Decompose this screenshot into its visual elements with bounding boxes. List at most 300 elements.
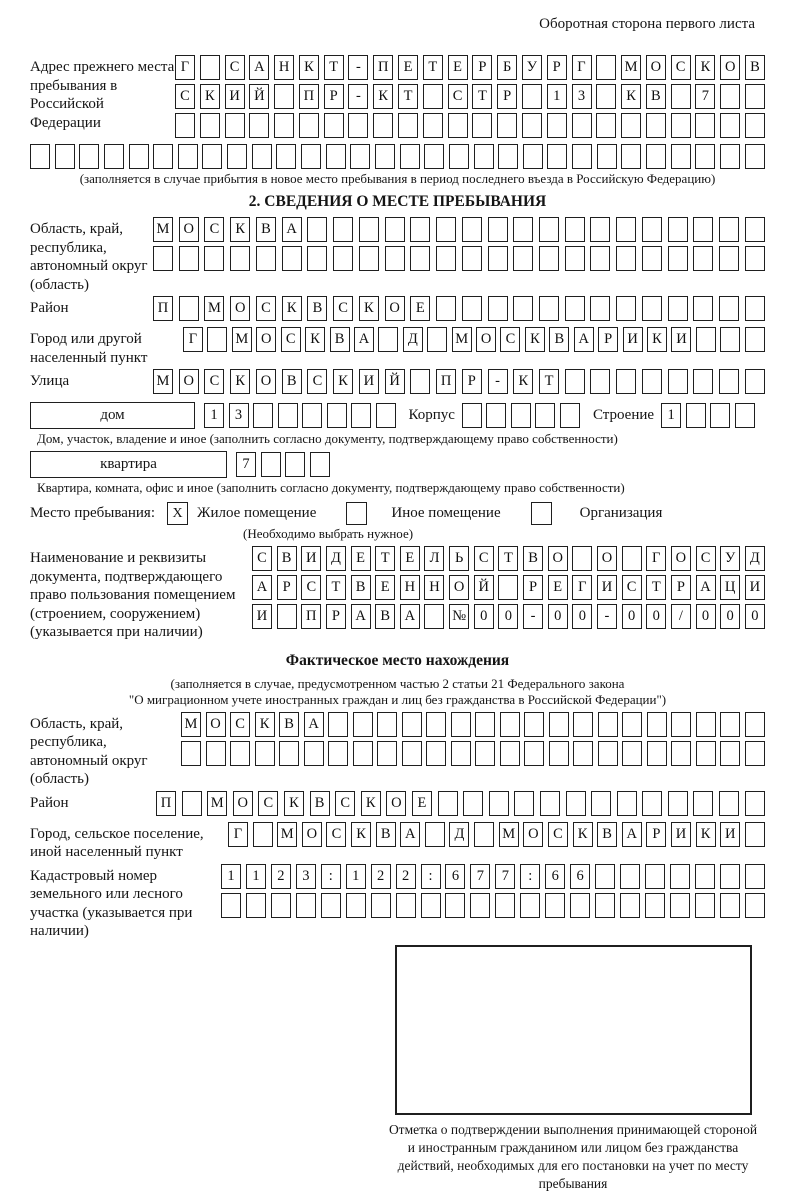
char-cell[interactable]: К xyxy=(621,84,641,109)
char-cell[interactable] xyxy=(566,791,586,816)
char-cell[interactable]: В xyxy=(523,546,543,571)
char-cell[interactable] xyxy=(735,403,755,428)
char-cell[interactable] xyxy=(179,246,199,271)
char-cell[interactable] xyxy=(230,741,250,766)
char-cell[interactable]: Р xyxy=(472,55,492,80)
char-cell[interactable] xyxy=(720,864,740,889)
char-cell[interactable]: - xyxy=(348,84,368,109)
char-cell[interactable]: И xyxy=(252,604,272,629)
char-cell[interactable]: 0 xyxy=(646,604,666,629)
char-cell[interactable] xyxy=(693,791,713,816)
char-cell[interactable] xyxy=(371,893,391,918)
char-cell[interactable]: Г xyxy=(228,822,248,847)
char-cell[interactable] xyxy=(720,84,740,109)
char-cell[interactable] xyxy=(463,791,483,816)
char-cell[interactable]: С xyxy=(225,55,245,80)
char-cell[interactable] xyxy=(720,113,740,138)
char-cell[interactable] xyxy=(696,327,716,352)
char-cell[interactable]: 2 xyxy=(371,864,391,889)
char-cell[interactable] xyxy=(647,712,667,737)
char-cell[interactable] xyxy=(572,546,592,571)
char-cell[interactable] xyxy=(513,217,533,242)
char-cell[interactable]: 2 xyxy=(271,864,291,889)
char-cell[interactable] xyxy=(129,144,149,169)
char-cell[interactable]: В xyxy=(277,546,297,571)
char-cell[interactable]: О xyxy=(548,546,568,571)
char-cell[interactable] xyxy=(253,822,273,847)
char-cell[interactable] xyxy=(616,369,636,394)
char-cell[interactable] xyxy=(695,144,715,169)
char-cell[interactable]: М xyxy=(452,327,472,352)
char-cell[interactable] xyxy=(745,741,765,766)
char-cell[interactable]: И xyxy=(671,822,691,847)
char-cell[interactable] xyxy=(445,893,465,918)
char-cell[interactable] xyxy=(591,791,611,816)
char-cell[interactable] xyxy=(565,246,585,271)
char-cell[interactable]: Н xyxy=(400,575,420,600)
char-cell[interactable] xyxy=(246,893,266,918)
char-cell[interactable]: Т xyxy=(539,369,559,394)
char-cell[interactable] xyxy=(175,113,195,138)
char-cell[interactable] xyxy=(671,712,691,737)
char-cell[interactable] xyxy=(307,217,327,242)
char-cell[interactable]: С xyxy=(204,369,224,394)
char-cell[interactable]: С xyxy=(301,575,321,600)
char-cell[interactable]: А xyxy=(400,822,420,847)
char-cell[interactable]: 1 xyxy=(204,403,224,428)
char-cell[interactable] xyxy=(513,296,533,321)
char-cell[interactable]: Й xyxy=(385,369,405,394)
char-cell[interactable]: П xyxy=(373,55,393,80)
char-cell[interactable] xyxy=(375,144,395,169)
char-cell[interactable] xyxy=(421,893,441,918)
char-cell[interactable]: О xyxy=(449,575,469,600)
char-cell[interactable] xyxy=(572,113,592,138)
char-cell[interactable] xyxy=(271,893,291,918)
char-cell[interactable] xyxy=(353,712,373,737)
char-cell[interactable] xyxy=(668,246,688,271)
char-cell[interactable] xyxy=(470,893,490,918)
char-cell[interactable] xyxy=(436,246,456,271)
char-cell[interactable]: Н xyxy=(274,55,294,80)
char-cell[interactable] xyxy=(616,296,636,321)
char-cell[interactable]: А xyxy=(400,604,420,629)
char-cell[interactable]: А xyxy=(249,55,269,80)
char-cell[interactable] xyxy=(79,144,99,169)
char-cell[interactable] xyxy=(560,403,580,428)
char-cell[interactable] xyxy=(472,113,492,138)
char-cell[interactable]: 1 xyxy=(346,864,366,889)
char-cell[interactable]: 0 xyxy=(745,604,765,629)
char-cell[interactable] xyxy=(302,403,322,428)
char-cell[interactable] xyxy=(745,246,765,271)
char-cell[interactable]: О xyxy=(302,822,322,847)
char-cell[interactable]: С xyxy=(671,55,691,80)
char-cell[interactable]: К xyxy=(525,327,545,352)
char-cell[interactable] xyxy=(427,327,447,352)
char-cell[interactable] xyxy=(622,712,642,737)
char-cell[interactable] xyxy=(642,369,662,394)
char-cell[interactable]: М xyxy=(232,327,252,352)
char-cell[interactable] xyxy=(500,741,520,766)
char-cell[interactable] xyxy=(498,575,518,600)
char-cell[interactable]: С xyxy=(335,791,355,816)
char-cell[interactable]: У xyxy=(720,546,740,571)
char-cell[interactable] xyxy=(178,144,198,169)
char-cell[interactable] xyxy=(549,712,569,737)
char-cell[interactable] xyxy=(489,791,509,816)
char-cell[interactable]: И xyxy=(597,575,617,600)
char-cell[interactable]: К xyxy=(373,84,393,109)
char-cell[interactable]: В xyxy=(375,604,395,629)
char-cell[interactable]: К xyxy=(299,55,319,80)
char-cell[interactable]: В xyxy=(597,822,617,847)
char-cell[interactable]: О xyxy=(233,791,253,816)
char-cell[interactable]: К xyxy=(255,712,275,737)
char-cell[interactable]: В xyxy=(330,327,350,352)
char-cell[interactable]: Е xyxy=(548,575,568,600)
char-cell[interactable]: О xyxy=(256,327,276,352)
char-cell[interactable] xyxy=(573,712,593,737)
char-cell[interactable]: С xyxy=(474,546,494,571)
char-cell[interactable]: Г xyxy=(646,546,666,571)
char-cell[interactable] xyxy=(307,246,327,271)
char-cell[interactable] xyxy=(565,217,585,242)
char-cell[interactable] xyxy=(200,113,220,138)
char-cell[interactable]: Р xyxy=(324,84,344,109)
char-cell[interactable] xyxy=(590,246,610,271)
char-cell[interactable]: А xyxy=(354,327,374,352)
char-cell[interactable]: 7 xyxy=(470,864,490,889)
char-cell[interactable] xyxy=(400,144,420,169)
char-cell[interactable] xyxy=(524,741,544,766)
char-cell[interactable]: С xyxy=(500,327,520,352)
char-cell[interactable] xyxy=(693,246,713,271)
char-cell[interactable]: В xyxy=(282,369,302,394)
char-cell[interactable] xyxy=(671,84,691,109)
char-cell[interactable] xyxy=(539,217,559,242)
char-cell[interactable] xyxy=(720,893,740,918)
char-cell[interactable]: И xyxy=(671,327,691,352)
char-cell[interactable]: У xyxy=(522,55,542,80)
char-cell[interactable] xyxy=(745,893,765,918)
char-cell[interactable]: К xyxy=(696,822,716,847)
char-cell[interactable] xyxy=(719,217,739,242)
char-cell[interactable]: 0 xyxy=(474,604,494,629)
char-cell[interactable]: О xyxy=(230,296,250,321)
char-cell[interactable]: 1 xyxy=(246,864,266,889)
char-cell[interactable]: М xyxy=(621,55,641,80)
char-cell[interactable] xyxy=(535,403,555,428)
char-cell[interactable] xyxy=(328,712,348,737)
char-cell[interactable] xyxy=(745,791,765,816)
char-cell[interactable]: : xyxy=(421,864,441,889)
char-cell[interactable] xyxy=(426,741,446,766)
char-cell[interactable] xyxy=(719,791,739,816)
char-cell[interactable] xyxy=(425,822,445,847)
char-cell[interactable] xyxy=(590,296,610,321)
char-cell[interactable]: Е xyxy=(400,546,420,571)
char-cell[interactable]: С xyxy=(307,369,327,394)
char-cell[interactable] xyxy=(720,327,740,352)
char-cell[interactable]: К xyxy=(200,84,220,109)
char-cell[interactable]: Т xyxy=(375,546,395,571)
char-cell[interactable]: Р xyxy=(497,84,517,109)
char-cell[interactable]: К xyxy=(513,369,533,394)
char-cell[interactable]: О xyxy=(179,217,199,242)
char-cell[interactable]: В xyxy=(549,327,569,352)
char-cell[interactable] xyxy=(622,546,642,571)
char-cell[interactable]: С xyxy=(281,327,301,352)
char-cell[interactable]: Р xyxy=(523,575,543,600)
char-cell[interactable]: М xyxy=(153,369,173,394)
char-cell[interactable] xyxy=(595,864,615,889)
char-cell[interactable] xyxy=(385,217,405,242)
char-cell[interactable] xyxy=(522,84,542,109)
char-cell[interactable] xyxy=(745,327,765,352)
char-cell[interactable] xyxy=(253,403,273,428)
char-cell[interactable] xyxy=(398,113,418,138)
char-cell[interactable] xyxy=(547,144,567,169)
char-cell[interactable]: К xyxy=(647,327,667,352)
char-cell[interactable]: О xyxy=(256,369,276,394)
char-cell[interactable] xyxy=(590,369,610,394)
char-cell[interactable] xyxy=(327,403,347,428)
char-cell[interactable]: Т xyxy=(324,55,344,80)
char-cell[interactable] xyxy=(495,893,515,918)
char-cell[interactable] xyxy=(498,144,518,169)
char-cell[interactable]: А xyxy=(574,327,594,352)
char-cell[interactable] xyxy=(598,741,618,766)
char-cell[interactable]: Е xyxy=(398,55,418,80)
char-cell[interactable]: 0 xyxy=(720,604,740,629)
char-cell[interactable]: Г xyxy=(572,55,592,80)
char-cell[interactable]: С xyxy=(252,546,272,571)
checkbox-zhiloe[interactable]: X xyxy=(167,502,188,525)
char-cell[interactable] xyxy=(274,84,294,109)
char-cell[interactable] xyxy=(182,791,202,816)
char-cell[interactable] xyxy=(377,741,397,766)
char-cell[interactable] xyxy=(598,712,618,737)
char-cell[interactable] xyxy=(277,604,297,629)
char-cell[interactable] xyxy=(310,452,330,477)
char-cell[interactable] xyxy=(438,791,458,816)
char-cell[interactable] xyxy=(540,791,560,816)
char-cell[interactable]: Е xyxy=(410,296,430,321)
char-cell[interactable] xyxy=(522,113,542,138)
char-cell[interactable] xyxy=(719,369,739,394)
char-cell[interactable] xyxy=(622,741,642,766)
char-cell[interactable] xyxy=(620,893,640,918)
char-cell[interactable] xyxy=(378,327,398,352)
char-cell[interactable] xyxy=(324,113,344,138)
char-cell[interactable]: 6 xyxy=(445,864,465,889)
char-cell[interactable]: И xyxy=(301,546,321,571)
char-cell[interactable] xyxy=(255,741,275,766)
char-cell[interactable] xyxy=(462,217,482,242)
char-cell[interactable] xyxy=(207,327,227,352)
char-cell[interactable] xyxy=(227,144,247,169)
char-cell[interactable] xyxy=(436,296,456,321)
char-cell[interactable]: О xyxy=(179,369,199,394)
char-cell[interactable] xyxy=(206,741,226,766)
char-cell[interactable]: В xyxy=(256,217,276,242)
char-cell[interactable] xyxy=(642,217,662,242)
char-cell[interactable]: С xyxy=(622,575,642,600)
char-cell[interactable]: Й xyxy=(249,84,269,109)
char-cell[interactable]: Ь xyxy=(449,546,469,571)
char-cell[interactable] xyxy=(642,791,662,816)
char-cell[interactable]: 0 xyxy=(622,604,642,629)
char-cell[interactable]: Л xyxy=(424,546,444,571)
char-cell[interactable] xyxy=(256,246,276,271)
char-cell[interactable] xyxy=(410,217,430,242)
char-cell[interactable] xyxy=(523,144,543,169)
char-cell[interactable]: 0 xyxy=(548,604,568,629)
char-cell[interactable]: О xyxy=(646,55,666,80)
char-cell[interactable]: С xyxy=(175,84,195,109)
char-cell[interactable]: Т xyxy=(398,84,418,109)
char-cell[interactable]: Т xyxy=(646,575,666,600)
char-cell[interactable]: К xyxy=(361,791,381,816)
char-cell[interactable] xyxy=(204,246,224,271)
char-cell[interactable]: А xyxy=(252,575,272,600)
char-cell[interactable]: 3 xyxy=(229,403,249,428)
char-cell[interactable]: О xyxy=(671,546,691,571)
char-cell[interactable]: С xyxy=(548,822,568,847)
char-cell[interactable]: 3 xyxy=(572,84,592,109)
char-cell[interactable] xyxy=(719,246,739,271)
char-cell[interactable]: Р xyxy=(671,575,691,600)
char-cell[interactable]: 3 xyxy=(296,864,316,889)
char-cell[interactable] xyxy=(670,893,690,918)
char-cell[interactable] xyxy=(377,712,397,737)
char-cell[interactable]: Р xyxy=(326,604,346,629)
char-cell[interactable]: К xyxy=(333,369,353,394)
char-cell[interactable] xyxy=(261,452,281,477)
char-cell[interactable] xyxy=(520,893,540,918)
char-cell[interactable] xyxy=(321,893,341,918)
char-cell[interactable]: А xyxy=(696,575,716,600)
char-cell[interactable]: Д xyxy=(449,822,469,847)
char-cell[interactable] xyxy=(671,113,691,138)
char-cell[interactable] xyxy=(252,144,272,169)
char-cell[interactable] xyxy=(359,246,379,271)
char-cell[interactable] xyxy=(620,864,640,889)
char-cell[interactable] xyxy=(710,403,730,428)
char-cell[interactable] xyxy=(278,403,298,428)
char-cell[interactable]: 2 xyxy=(396,864,416,889)
char-cell[interactable] xyxy=(745,144,765,169)
char-cell[interactable] xyxy=(475,712,495,737)
char-cell[interactable]: К xyxy=(282,296,302,321)
char-cell[interactable] xyxy=(745,84,765,109)
char-cell[interactable]: 0 xyxy=(498,604,518,629)
char-cell[interactable] xyxy=(745,113,765,138)
char-cell[interactable] xyxy=(590,217,610,242)
char-cell[interactable] xyxy=(333,246,353,271)
char-cell[interactable] xyxy=(488,246,508,271)
char-cell[interactable] xyxy=(351,403,371,428)
char-cell[interactable]: Р xyxy=(547,55,567,80)
char-cell[interactable] xyxy=(511,403,531,428)
char-cell[interactable] xyxy=(597,144,617,169)
char-cell[interactable] xyxy=(230,246,250,271)
char-cell[interactable] xyxy=(274,113,294,138)
char-cell[interactable] xyxy=(686,403,706,428)
char-cell[interactable]: И xyxy=(225,84,245,109)
char-cell[interactable] xyxy=(595,893,615,918)
char-cell[interactable] xyxy=(424,144,444,169)
char-cell[interactable] xyxy=(153,246,173,271)
char-cell[interactable] xyxy=(565,296,585,321)
char-cell[interactable]: М xyxy=(204,296,224,321)
char-cell[interactable]: К xyxy=(284,791,304,816)
char-cell[interactable]: Е xyxy=(351,546,371,571)
char-cell[interactable] xyxy=(621,144,641,169)
char-cell[interactable]: Б xyxy=(497,55,517,80)
char-cell[interactable]: 1 xyxy=(547,84,567,109)
char-cell[interactable] xyxy=(55,144,75,169)
char-cell[interactable] xyxy=(720,144,740,169)
char-cell[interactable]: Е xyxy=(412,791,432,816)
char-cell[interactable]: А xyxy=(622,822,642,847)
char-cell[interactable]: : xyxy=(520,864,540,889)
char-cell[interactable] xyxy=(462,296,482,321)
char-cell[interactable] xyxy=(426,712,446,737)
char-cell[interactable] xyxy=(296,893,316,918)
char-cell[interactable]: 0 xyxy=(572,604,592,629)
char-cell[interactable]: В xyxy=(279,712,299,737)
char-cell[interactable] xyxy=(282,246,302,271)
char-cell[interactable]: П xyxy=(436,369,456,394)
char-cell[interactable] xyxy=(642,246,662,271)
char-cell[interactable] xyxy=(462,403,482,428)
char-cell[interactable]: С xyxy=(333,296,353,321)
char-cell[interactable]: П xyxy=(156,791,176,816)
char-cell[interactable] xyxy=(645,864,665,889)
char-cell[interactable]: 1 xyxy=(221,864,241,889)
char-cell[interactable]: Д xyxy=(326,546,346,571)
char-cell[interactable] xyxy=(642,296,662,321)
char-cell[interactable] xyxy=(328,741,348,766)
char-cell[interactable]: Й xyxy=(474,575,494,600)
char-cell[interactable]: Р xyxy=(277,575,297,600)
char-cell[interactable] xyxy=(299,113,319,138)
char-cell[interactable]: Д xyxy=(403,327,423,352)
char-cell[interactable] xyxy=(668,369,688,394)
char-cell[interactable]: Н xyxy=(424,575,444,600)
char-cell[interactable]: М xyxy=(277,822,297,847)
char-cell[interactable] xyxy=(451,712,471,737)
char-cell[interactable] xyxy=(181,741,201,766)
char-cell[interactable] xyxy=(646,113,666,138)
char-cell[interactable]: А xyxy=(282,217,302,242)
char-cell[interactable] xyxy=(402,712,422,737)
char-cell[interactable] xyxy=(671,144,691,169)
char-cell[interactable] xyxy=(695,113,715,138)
char-cell[interactable] xyxy=(565,369,585,394)
char-cell[interactable] xyxy=(225,113,245,138)
char-cell[interactable] xyxy=(549,741,569,766)
char-cell[interactable] xyxy=(179,296,199,321)
char-cell[interactable]: 7 xyxy=(695,84,715,109)
char-cell[interactable] xyxy=(202,144,222,169)
char-cell[interactable] xyxy=(410,369,430,394)
char-cell[interactable] xyxy=(617,791,637,816)
char-cell[interactable] xyxy=(668,791,688,816)
char-cell[interactable] xyxy=(104,144,124,169)
